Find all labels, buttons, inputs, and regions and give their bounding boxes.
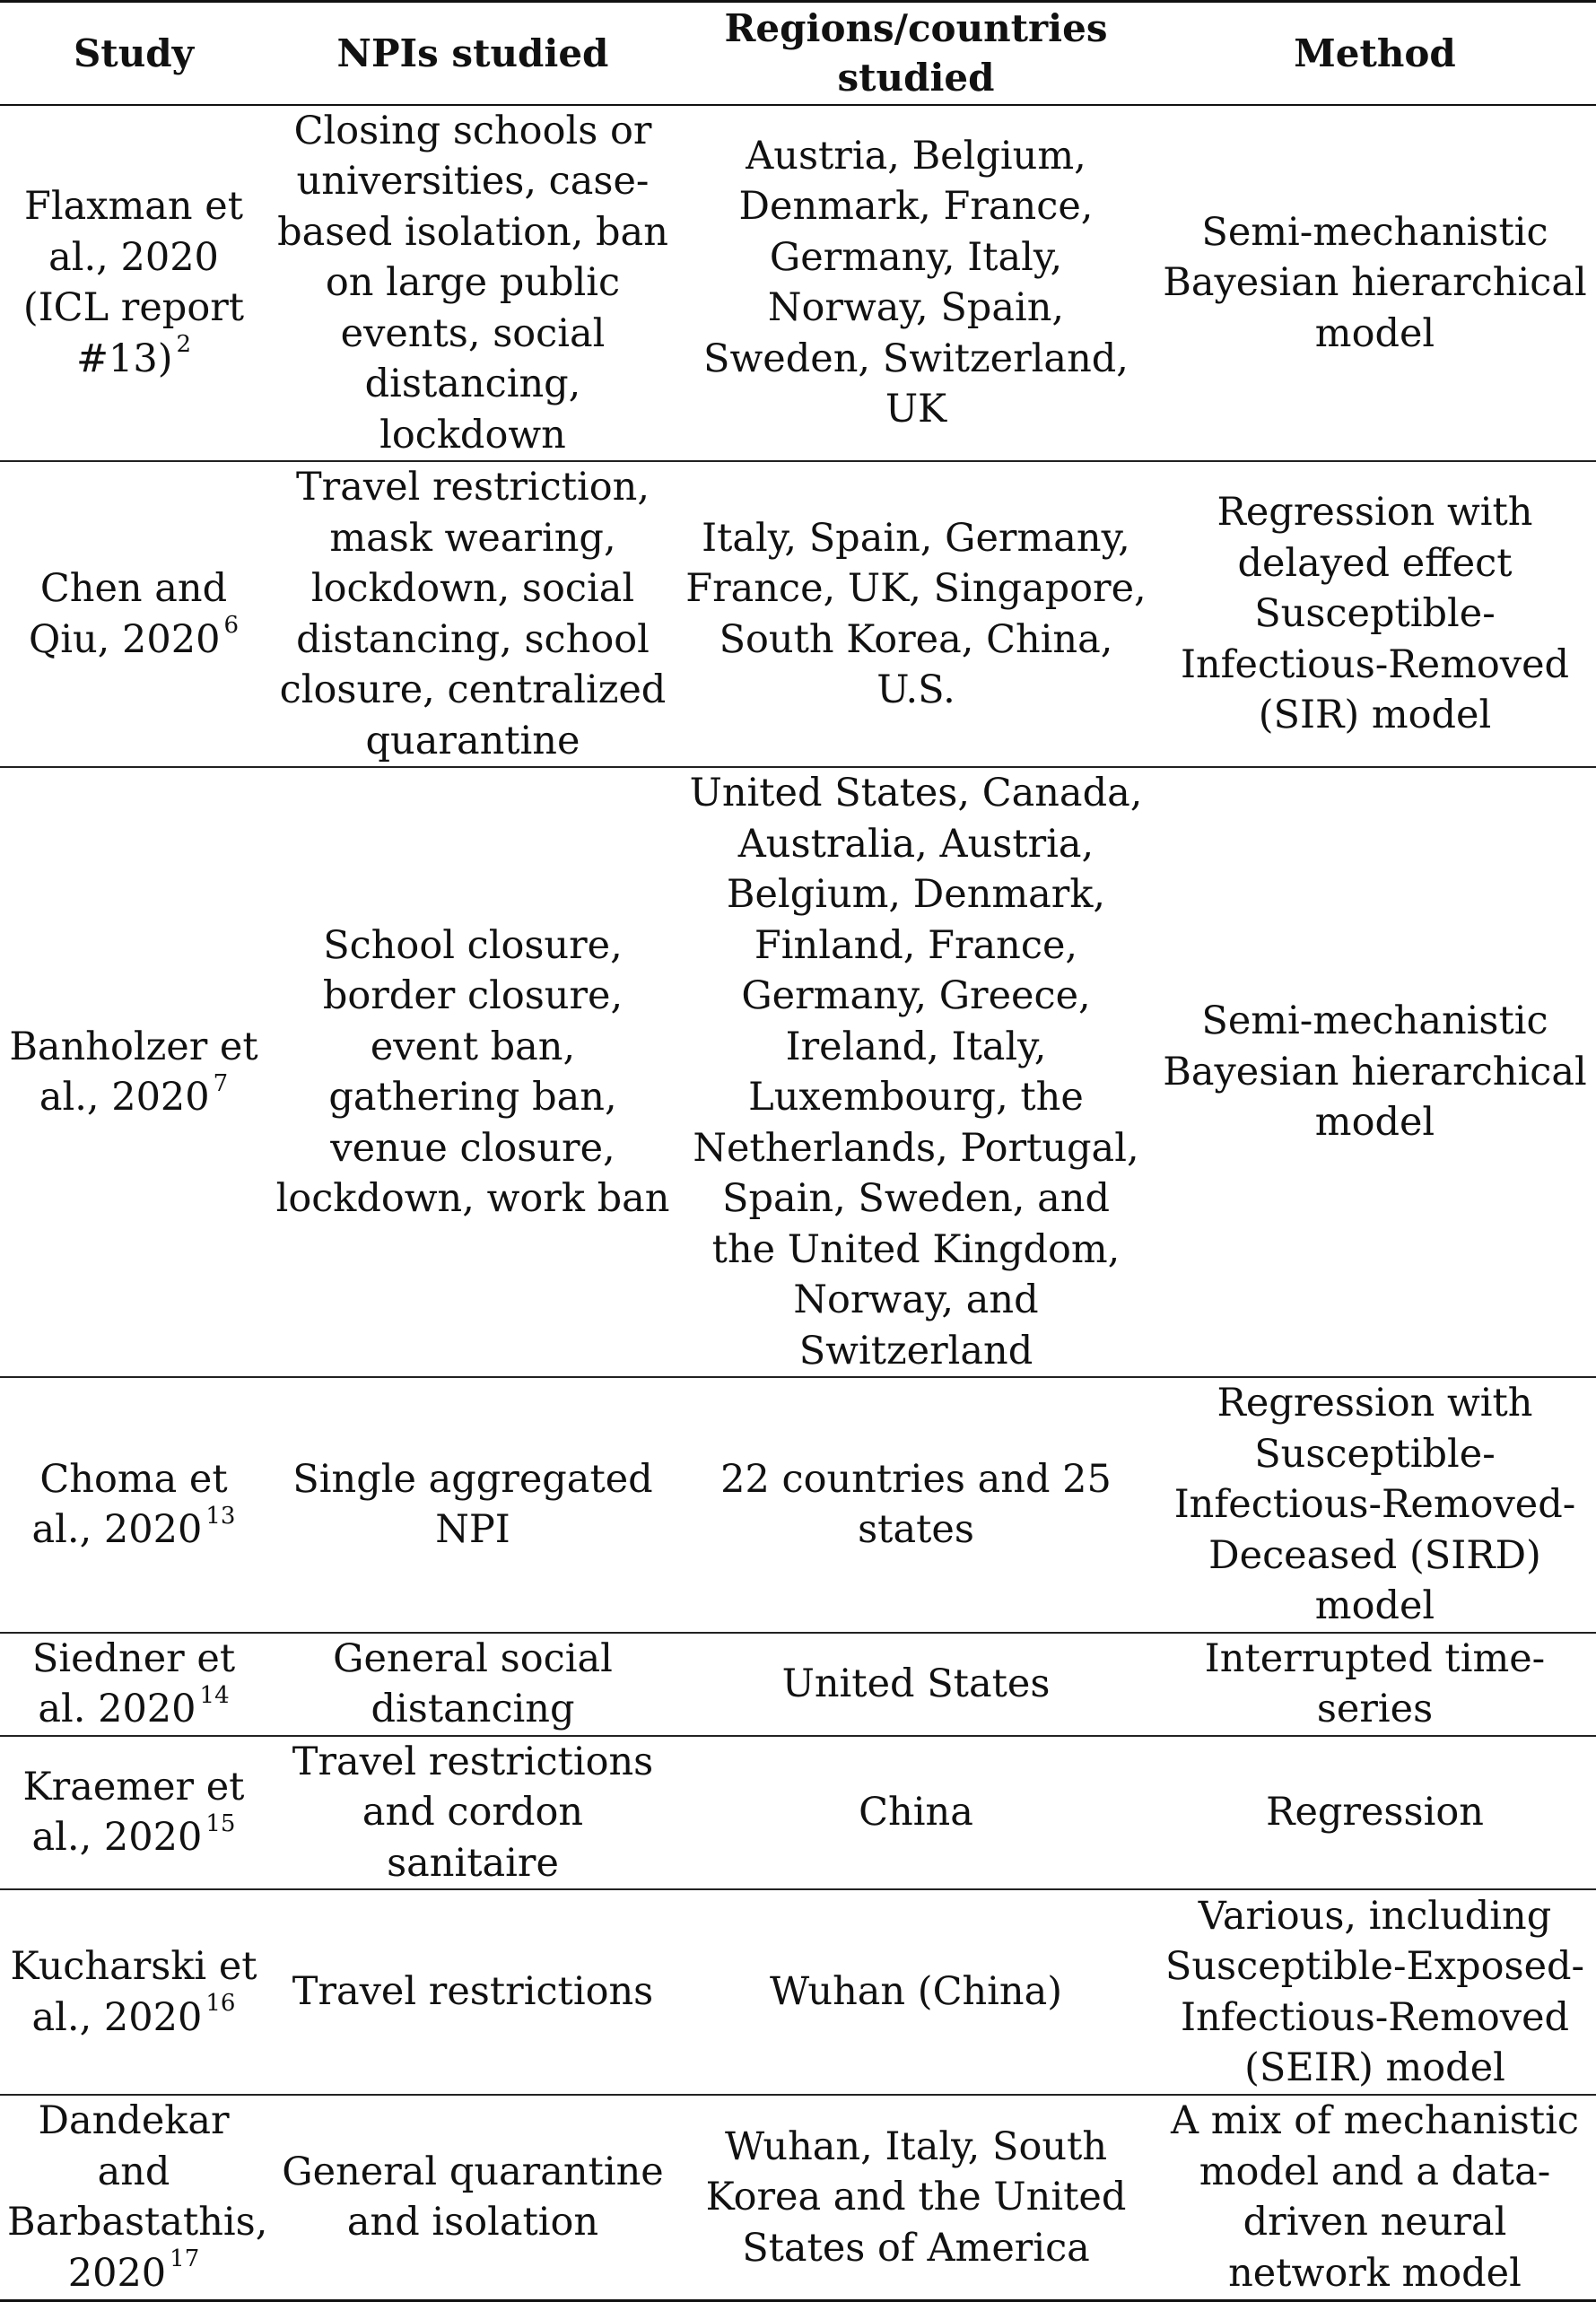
table-row (0, 1889, 1596, 2095)
table-row (0, 2095, 1596, 2300)
header-regions: Regions/countries studied (678, 2, 1154, 105)
cell-method: Semi-mechanistic Bayesian hierarchical model (1154, 767, 1596, 1377)
table-row (0, 1633, 1596, 1736)
cell-npis: Travel restrictions and cordon sanitaire (267, 1736, 678, 1890)
cell-regions: Austria, Belgium, Denmark, France, Germany, Italy, Norway, Spain, Sweden, Switzerland, UK (678, 105, 1154, 462)
cell-method: Regression with delayed effect Susceptible-Infectious-Removed (SIR) model (1154, 461, 1596, 767)
study-name: Choma et al., 2020 (31, 1456, 228, 1553)
cell-method: Interrupted time-series (1154, 1633, 1596, 1736)
cell-npis: School closure, border closure, event ban, gathering ban, venue closure, lockdown, work ban (267, 767, 678, 1377)
cell-study (0, 1736, 267, 1890)
cell-study (0, 767, 267, 1377)
cell-regions: China (678, 1736, 1154, 1890)
table-header-row (0, 2, 1596, 105)
cell-method: A mix of mechanistic model and a data-driven neural network model (1154, 2095, 1596, 2300)
cell-study (0, 461, 267, 767)
study-name: Banholzer et al., 2020 (9, 1024, 258, 1120)
study-name: Kucharski et al., 2020 (10, 1944, 257, 2040)
study-name: Chen and Qiu, 2020 (28, 566, 228, 662)
cell-study (0, 1377, 267, 1633)
cell-npis: Closing schools or universities, case-based isolation, ban on large public events, social distancing, lockdown (267, 105, 678, 462)
study-name: Flaxman et al., 2020 (ICL report #13) (22, 184, 245, 381)
table-row (0, 105, 1596, 462)
study-name: Kraemer et al., 2020 (22, 1764, 245, 1861)
cell-regions: Italy, Spain, Germany, France, UK, Singapore, South Korea, China, U.S. (678, 461, 1154, 767)
reference-number: 6 (223, 612, 239, 640)
cell-npis: General social distancing (267, 1633, 678, 1736)
reference-number: 16 (205, 1990, 236, 2018)
reference-number: 17 (170, 2245, 200, 2273)
table-row (0, 461, 1596, 767)
cell-method: Various, including Susceptible-Exposed-Infectious-Removed (SEIR) model (1154, 1889, 1596, 2095)
cell-npis: Single aggregated NPI (267, 1377, 678, 1633)
cell-regions: Wuhan (China) (678, 1889, 1154, 2095)
cell-study (0, 1633, 267, 1736)
cell-regions: Wuhan, Italy, South Korea and the United States of America (678, 2095, 1154, 2300)
cell-npis: Travel restriction, mask wearing, lockdown, social distancing, school closure, centralized quarantine (267, 461, 678, 767)
cell-method: Regression (1154, 1736, 1596, 1890)
header-npis: NPIs studied (267, 2, 678, 105)
header-method: Method (1154, 2, 1596, 105)
cell-npis: Travel restrictions (267, 1889, 678, 2095)
reference-number: 7 (213, 1069, 229, 1097)
cell-npis: General quarantine and isolation (267, 2095, 678, 2300)
reference-number: 2 (176, 331, 192, 359)
header-study: Study (0, 2, 267, 105)
cell-regions: United States, Canada, Australia, Austria, Belgium, Denmark, Finland, France, Germany, Greece, Ireland, Italy, Luxembourg, the Netherlands, Portugal, Spain, Sweden, and the United Kingdom, Norway, and Switzerland (678, 767, 1154, 1377)
reference-number: 15 (205, 1809, 236, 1837)
cell-regions: United States (678, 1633, 1154, 1736)
reference-number: 13 (205, 1502, 236, 1530)
study-name: Dandekar and Barbastathis, 2020 (7, 2098, 267, 2296)
reference-number: 14 (199, 1681, 230, 1709)
study-name: Siedner et al. 2020 (31, 1635, 236, 1731)
cell-study (0, 105, 267, 462)
table-row (0, 1736, 1596, 1890)
table-row (0, 1377, 1596, 1633)
table-row (0, 767, 1596, 1377)
cell-method: Regression with Susceptible-Infectious-Removed-Deceased (SIRD) model (1154, 1377, 1596, 1633)
cell-method: Semi-mechanistic Bayesian hierarchical model (1154, 105, 1596, 462)
cell-study (0, 2095, 267, 2300)
cell-regions: 22 countries and 25 states (678, 1377, 1154, 1633)
cell-study (0, 1889, 267, 2095)
